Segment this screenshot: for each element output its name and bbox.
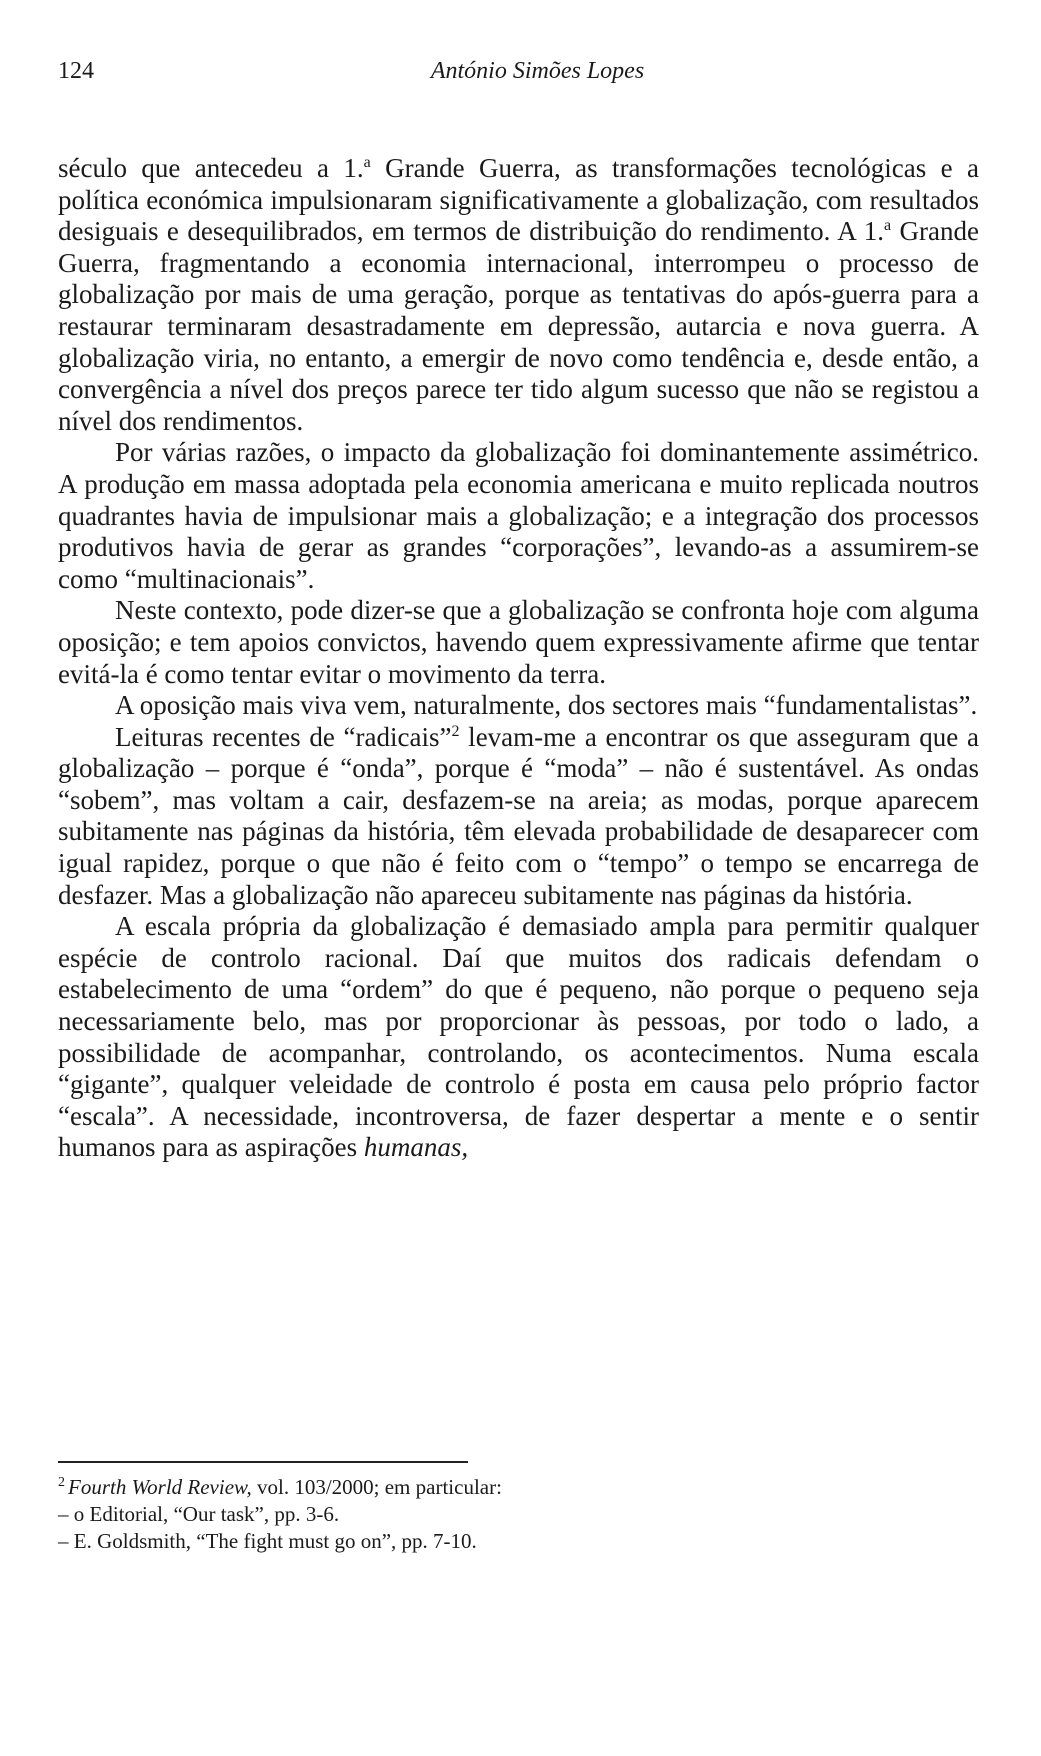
running-title: António Simões Lopes bbox=[430, 58, 645, 84]
paragraph-1 bbox=[58, 153, 979, 437]
ordinal-superscript: a bbox=[883, 217, 892, 235]
paragraph-5-text-a: Leituras recentes de “radicais” bbox=[115, 721, 452, 752]
body-text bbox=[58, 153, 979, 1164]
paragraph-6-text-a: A escala própria da globalização é demasiado ampla para permitir qualquer espécie de controlo racional. Daí que muitos dos radicais defendam o estabelecimento de uma “ordem” do que é pequeno, não porque o pequeno seja necessariamente belo, mas por proporcionar às pessoas, por todo o lado, a possibilidade de acompanhar, controlando, os acontecimentos. Numa escala “gigante”, qualquer veleidade de controlo é posta em causa pelo próprio factor “escala”. A necessidade, incontroversa, de fazer despertar a mente e o sentir humanos para as aspirações bbox=[58, 911, 979, 1163]
footnote-2-item-2: – E. Goldsmith, “The fight must go on”, pp. 7-10. bbox=[58, 1529, 477, 1553]
paragraph-6 bbox=[58, 911, 979, 1164]
ordinal-superscript: a bbox=[363, 154, 371, 171]
footnote-2 bbox=[58, 1474, 698, 1501]
paragraph-4: A oposição mais viva vem, naturalmente, dos sectores mais “fundamentalistas”. bbox=[115, 690, 978, 721]
footnote-text: vol. 103/2000; em particular: bbox=[251, 1475, 502, 1499]
footnote-reference[interactable]: 2 bbox=[451, 722, 460, 740]
emphasis-text: humanas, bbox=[363, 1132, 469, 1163]
paragraph-5-text-b: levam-me a encontrar os que asseguram que a globalização – porque é “onda”, porque é “moda” – não é sustentável. As ondas “sobem”, mas voltam a cair, desfazem-se na areia; as modas, porque aparecem subitamente nas páginas da história, têm elevada probabilidade de desaparecer com igual rapidez, porque o que não é feito com o “tempo” o tempo se encarrega de desfazer. Mas a globalização não apareceu subitamente nas páginas da história. bbox=[58, 721, 979, 910]
footnote-2-item-1: – o Editorial, “Our task”, pp. 3-6. bbox=[58, 1502, 340, 1526]
footnote-source-title: Fourth World Review, bbox=[68, 1475, 252, 1499]
footnotes bbox=[58, 1474, 698, 1555]
paragraph-1-text-b: Grande Guerra, as transformações tecnológicas e a política económica impulsionaram significativamente a globalização, com resultados desiguais e desequilibrados, em termos de distribuição do rendimento. A 1. bbox=[58, 153, 979, 247]
paragraph-3: Neste contexto, pode dizer-se que a globalização se confronta hoje com alguma oposição; e tem apoios convictos, havendo quem expressivamente afirme que tentar evitá-la é como tentar evitar o movimento da terra. bbox=[58, 595, 979, 689]
footnote-mark: 2 bbox=[58, 1475, 65, 1490]
running-head bbox=[58, 58, 977, 92]
paragraph-2: Por várias razões, o impacto da globalização foi dominantemente assimétrico. A produção em massa adoptada pela economia americana e muito replicada noutros quadrantes havia de impulsionar mais a globalização; e a integração dos processos produtivos havia de gerar as grandes “corporações”, levando-as a assumirem-se como “multinacionais”. bbox=[58, 437, 979, 594]
page-number: 124 bbox=[58, 58, 94, 84]
paragraph-1-text-a: século que antecedeu a 1. bbox=[58, 153, 364, 183]
paragraph-5 bbox=[58, 722, 979, 912]
paragraph-1-text-c: Grande Guerra, fragmentando a economia internacional, interrompeu o processo de globalização por mais de uma geração, porque as tentativas do após-guerra para a restaurar terminaram desastradamente em depressão, autarcia e nova guerra. A globalização viria, no entanto, a emergir de novo como tendência e, desde então, a convergência a nível dos preços parece ter tido algum sucesso que não se registou a nível dos rendimentos. bbox=[58, 216, 979, 436]
footnote-divider bbox=[58, 1461, 468, 1463]
